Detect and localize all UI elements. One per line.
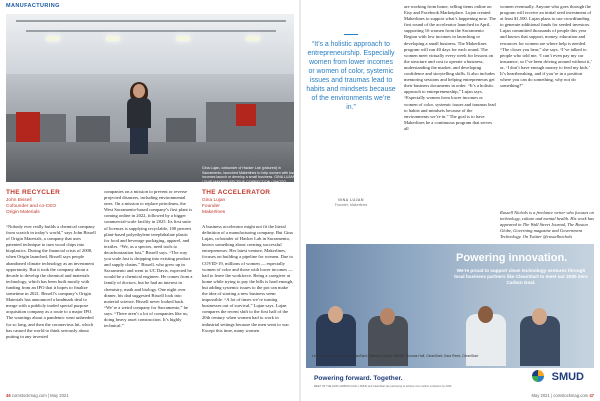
pull-quote-attribution xyxy=(306,198,396,207)
ad-headline: Powering innovation. xyxy=(456,252,568,264)
smud-logo[interactable]: SMUD xyxy=(551,371,584,383)
pull-quote: “It’s a holistic approach to entrepreneurship. Especially women from lower incomes or women of color, systemic issues and traumas lead to habits and mindsets because of the environments we’re in.” xyxy=(306,41,396,111)
article-column-1: “Nobody ever really builds a chemical company from scratch in today’s world,” says John Bissell of Origin Materials, a company that uses patented technique to turn wood chips into bioplastics. During the financial crisis of 2008, when Origin launched, Bissell says people abandoned climate technology as an investment opportunity. But it took the company about a decade to develop the chemical and materials technology, which has been built mostly with funding from an IPO that it hopes to finalize sometime in 2021. Bissell’s company’s Origin Materials has announced a landmark deal to merge with a publicly traded special purpose acquisition company as a route to a major IPO. The warnings about a pandemic went unheeded for so long, and then the coronavirus hit, which has caused the world to think seriously about putting in any invested xyxy=(6,224,96,339)
recycler-company: Origin Materials xyxy=(6,209,40,215)
photo-caption: Gina Lujan, cofounder of Hacker Lab (pictured) in Sacramento, launched Makerlines to help women with low-incomes launch or develop a small business. GINA LUJAN / THIS MAKERS RECEIVE CORRECTION / PHOTO CREDIT xyxy=(202,166,296,189)
smud-logo-icon xyxy=(532,370,544,382)
right-page-number: 47 xyxy=(589,393,594,398)
ad-tagline: Powering forward. Together. xyxy=(314,375,403,382)
recycler-name: John Bissell xyxy=(6,198,32,203)
quote-rule-top xyxy=(344,34,358,35)
recycler-credit xyxy=(6,198,56,215)
feature-photo xyxy=(6,14,296,189)
quote-name: GINA LUJAN xyxy=(338,198,364,202)
accelerator-credit xyxy=(202,198,225,215)
ad-photo-credit: Left to right: Gary Simon, CleanStart; Solomon Dixon, SMUD; Thomas Hall, CleanStart; Kara Reed, CleanStart xyxy=(312,354,479,358)
accelerator-role: Founder xyxy=(202,203,220,209)
accelerator-name: Gina Lujan xyxy=(202,198,226,203)
left-page-number: 46 xyxy=(6,393,11,398)
accelerator-company: Makerlines xyxy=(202,209,226,215)
recycler-role: Cofounder and co-CEO xyxy=(6,203,57,209)
ad-fine-print: MEET OF THE 2030 CARBON GOAL | SMUD and CleanStart are partnering to achieve zero carbon emissions by 2030 xyxy=(314,385,452,388)
left-folio-text: comstockmag.com | May 2021 xyxy=(11,393,69,398)
article-column-3: A business accelerator might not fit the literal definition of a manufacturing company. But Gina Lujan, cofounder of Hacker Lab in Sacramento, knows something about creating successful entrepreneurs. Her latest venture, Makerlines, focuses on building a pipeline for women. Due to COVID-19, millions of women — especially women of color and those with lower incomes — had to leave the workforce. Being a caregiver at home while trying to pay the bills is hard enough, but adding systemic issues to the pot can make the idea of starting a new business seem impossible. “A lot of times we’re turning businesses out of survival,” Lujan says. Lujan compares the recent shift to the first half of the 20th century when women had to work in industrial settings because the men went to war. Except this time, many women xyxy=(202,224,294,333)
page-gutter xyxy=(299,0,301,401)
accelerator-heading: THE ACCELERATOR xyxy=(202,189,271,196)
author-bio: Russell Nichols is a freelance writer who focuses on technology, culture and mental health. His work has appeared in The Wall Street Journal, The Boston Globe, Governing magazine and Government Technology. On Twitter @russellnichols xyxy=(500,210,594,239)
article-column-2: companies on a mission to prevent or reverse projected disasters, including environmental ones. On a mission to replace petroleum, the West Sacramento-based company’s first plant is coming online in 2022, followed by a bigger commercial-scale facility in 2025. Its first suite of licenses is supplying recyclable, 100 percent plant-based polyethylene terephthalate plastic for food and beverage packaging, apparel, and textiles. “We, as a species, need tools to decarbonization fast,” Bissell says. “The way you scale fast is dropping into existing product and supply chains.” Bissell, who grew up in Sacramento and went to UC Davis, expected he would be a chemical engineer. He comes from a family of doctors, but he had an interest in chemistry, math and biology. One night over dinner, his dad suggested Bissell look into material science. Bissell never looked back. “We’re a weird company for Sacramento,” he says. “There aren’t a lot of companies like us, doing heavy asset construction. It’s highly technical.” xyxy=(104,189,193,329)
ad-body: We’re proud to support clean technology ventures through local business partners like CleanStart to meet our 2030 Zero Carbon Goal. xyxy=(454,268,588,285)
right-folio xyxy=(531,393,594,398)
recycler-heading: THE RECYCLER xyxy=(6,189,61,196)
left-folio xyxy=(6,393,69,398)
smud-advertisement[interactable] xyxy=(306,244,594,390)
right-folio-text: May 2021 | comstockmag.com xyxy=(531,393,589,398)
article-column-4: are working from home, selling items online on Etsy and Facebook Marketplace. Lujan created Makerlines to support what’s happening now. The first round of the accelerator launched in April, supporting 16 women from the Sacramento Region with low incomes in launching or developing a small business. The Makerlines program will run 40 days for each round. The women meet virtually every week for lessons on the structure and cost to operate a business, understanding the market, and developing confidence and storytelling skills. It also includes mentoring sessions and helping entrepreneurs get their business documents in order. “It’s a holistic approach to entrepreneurship,” Lujan says. “Especially women from lower incomes or women of color, systemic issues and traumas lead to habits and mindsets because of the environments we’re in.” The goal is to have Makerlines be a continuous program that serves all xyxy=(404,4,496,131)
portrait-subject xyxy=(124,84,154,154)
section-tag: MANUFACTURING xyxy=(6,3,60,9)
article-column-5: women eventually. Anyone who goes through the program will receive an initial seed investment of at least $1,500. Lujan plans to use crowdfunding to generate additional funds for seeded investors. Lujan committed thousands of people this year and knows that support, money, education and resources for women are where help is needed. “The closer you hear,” she says. “I’ve talked to people who told me, ‘I can’t even pay my car insurance, so I’ve been driving around without it,’ or, ‘I don’t have enough money to feed my kids.’ It’s heartbreaking, and if you’re in a position where you can do something, why not do something?” xyxy=(500,4,592,89)
quote-role: Founder, Makerlines xyxy=(334,202,368,207)
